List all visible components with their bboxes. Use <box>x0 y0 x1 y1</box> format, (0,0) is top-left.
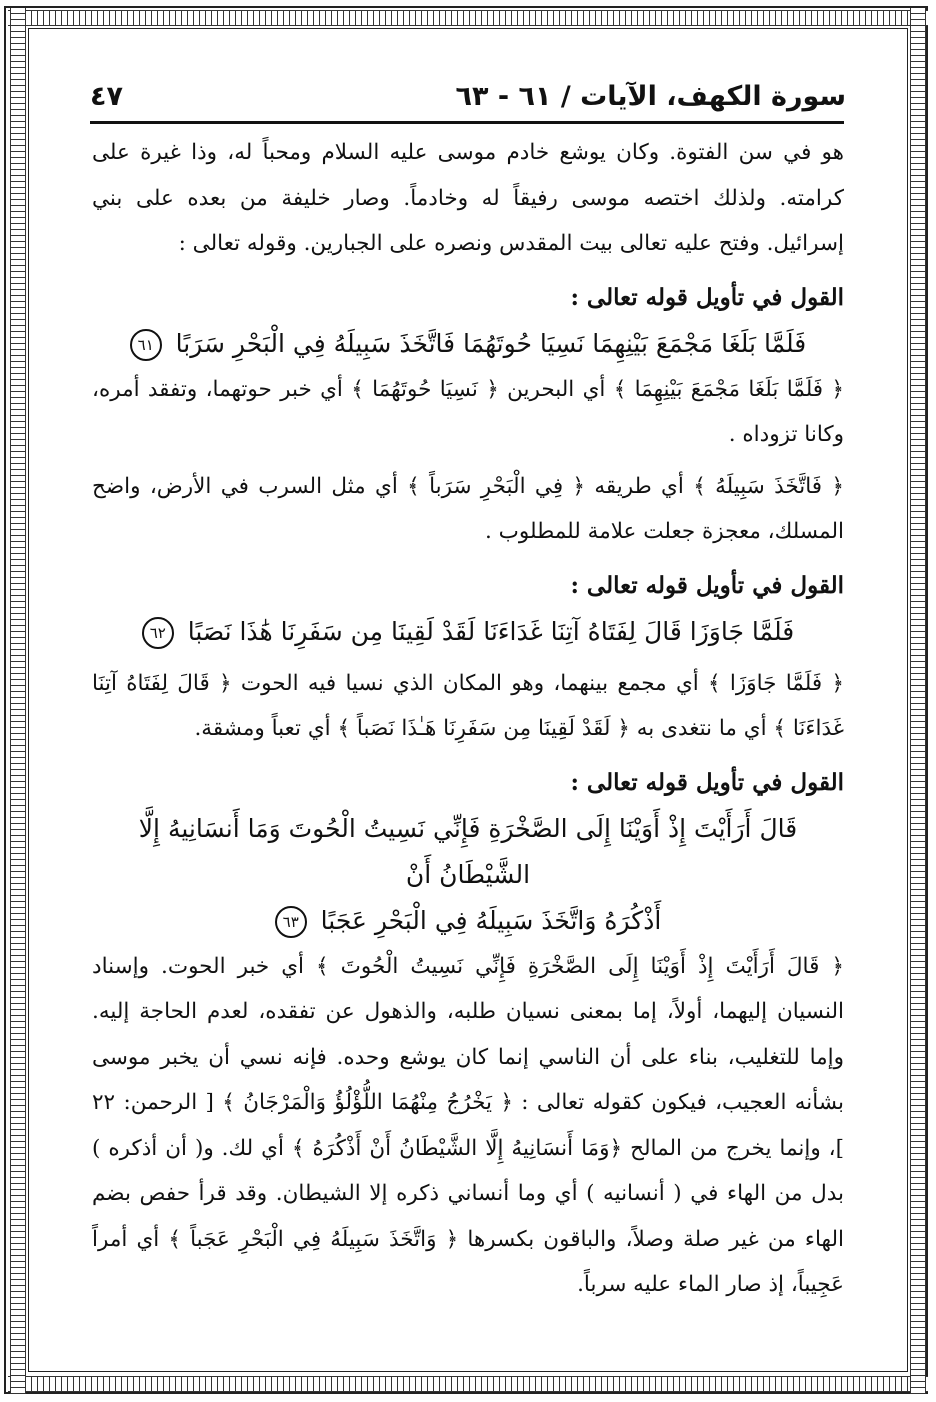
decorative-border-right <box>910 8 926 1394</box>
quran-verse-63-line2 <box>92 898 844 944</box>
decorative-border-top <box>8 10 928 26</box>
quran-verse-61 <box>92 321 844 367</box>
section-heading-3: القول في تأويل قوله تعالى : <box>570 768 844 796</box>
verse-number-61: ٦١ <box>130 329 162 361</box>
page-number: ٤٧ <box>90 80 123 112</box>
page-header <box>90 74 846 118</box>
verse-text: فَلَمَّا جَاوَزَا قَالَ لِفَتَاهُ آتِنَا غَدَاءَنَا لَقَدْ لَقِينَا مِن سَفَرِنَا هَٰذَا نَصَبًا <box>187 616 795 646</box>
commentary-paragraph: ﴿ فَلَمَّا بَلَغَا مَجْمَعَ بَيْنِهِمَا ﴾ أي البحرين ﴿ نَسِيَا حُوتَهُمَا ﴾ أي خبر حوتهما، وتفقد أمره، وكانا تزوداه . <box>92 376 844 447</box>
header-rule <box>90 121 844 124</box>
verse-number-63: ٦٣ <box>275 906 307 938</box>
section-heading-1: القول في تأويل قوله تعالى : <box>570 283 844 311</box>
decorative-border-left <box>10 8 26 1394</box>
intro-paragraph: هو في سن الفتوة. وكان يوشع خادم موسى عليه السلام ومحباً له، وذا غيرة على كرامته. ولذلك اختصه موسى رفيقاً له وخادماً. وصار خليفة من بعده على بني إسرائيل. وفتح عليه تعالى بيت المقدس ونصره على الجبارين. وقوله تعالى : <box>92 140 844 256</box>
quran-verse-63-line1 <box>92 806 844 898</box>
commentary-paragraph: ﴿ فَلَمَّا جَاوَزَا ﴾ أي مجمع بينهما، وهو المكان الذي نسيا فيه الحوت ﴿ قَالَ لِفَتَاهُ آتِنَا غَدَاءَنَا ﴾ أي ما نتغدى به ﴿ لَقَدْ لَقِينَا مِن سَفَرِنَا هَـٰذَا نَصَباً ﴾ أي تعباً ومشقة. <box>92 670 844 741</box>
header-title: سورة الكهف، الآيات / ٦١ - ٦٣ <box>455 80 846 112</box>
verse-number-62: ٦٢ <box>142 617 174 649</box>
verse-text: قَالَ أَرَأَيْتَ إِذْ أَوَيْنَا إِلَى الصَّخْرَةِ فَإِنِّي نَسِيتُ الْحُوتَ وَمَا أَنسَانِيهُ إِلَّا الشَّيْطَانُ أَنْ <box>138 813 798 889</box>
section-heading-2: القول في تأويل قوله تعالى : <box>570 571 844 599</box>
page-content <box>92 130 844 1308</box>
verse-text: أَذْكُرَهُ وَاتَّخَذَ سَبِيلَهُ فِي الْبَحْرِ عَجَبًا <box>320 905 662 935</box>
commentary-paragraph: ﴿ فَاتَّخَذَ سَبِيلَهُ ﴾ أي طريقه ﴿ فِي الْبَحْرِ سَرَباً ﴾ أي مثل السرب في الأرض، واضح المسلك، معجزة جعلت علامة للمطلوب . <box>92 473 844 544</box>
verse-text: فَلَمَّا بَلَغَا مَجْمَعَ بَيْنِهِمَا نَسِيَا حُوتَهُمَا فَاتَّخَذَ سَبِيلَهُ فِي الْبَحْرِ سَرَبًا <box>175 328 807 358</box>
commentary-paragraph: ﴿ قَالَ أَرَأَيْتَ إِذْ أَوَيْنَا إِلَى الصَّخْرَةِ فَإِنِّي نَسِيتُ الْحُوتَ ﴾ أي خبر الحوت. وإسناد النسيان إليهما، أولاً، إما بمعنى نسيان طلبه، والذهول عن تفقده، لعدم الحاجة إليه. وإما للتغليب، بناء على أن الناسي إنما كان يوشع وحده. فإنه نسي أن يخبر موسى بشأنه العجيب، فيكون كقوله تعالى : ﴿ يَخْرُجُ مِنْهُمَا اللُّؤْلُؤُ وَالْمَرْجَانُ ﴾ [ الرحمن: ٢٢ ]، وإنما يخرج من المالح ﴿وَمَا أَنسَانِيهُ إِلَّا الشَّيْطَانُ أَنْ أَذْكُرَهُ ﴾ أي لك. و( أن أذكره ) بدل من الهاء في ( أنسانيه ) أي وما أنساني ذكره إلا الشيطان. وقد قرأ حفص بضم الهاء من غير صلة وصلاً، والباقون بكسرها ﴿ وَاتَّخَذَ سَبِيلَهُ فِي الْبَحْرِ عَجَباً ﴾ أي أمراً عَجِيباً، إذ صار الماء عليه سرباً. <box>92 953 844 1297</box>
decorative-border-bottom <box>8 1376 928 1392</box>
quran-verse-62 <box>92 609 844 655</box>
